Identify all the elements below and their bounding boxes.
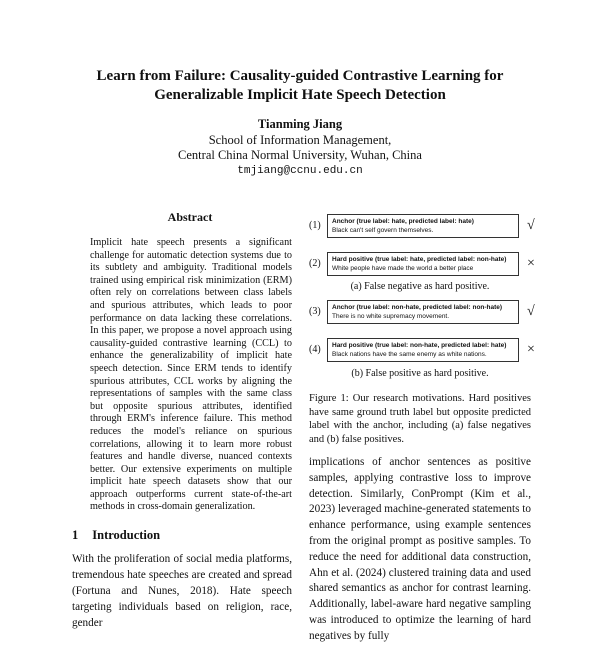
figure-example-4	[309, 338, 539, 368]
subcaption-b: (b) False positive as hard positive.	[351, 368, 489, 379]
example-label: (2)	[309, 258, 321, 269]
abstract-text: Implicit hate speech presents a significant challenge for automatic detection systems due to its subtlety and ambiguity. Traditional models trained using empirical risk minimization (ERM) often rely on correlations between class labels and spurious attributes, which leads to poor performance on data lacking these correlations. In this paper, we propose a novel approach using causality-guided contrastive learning (CCL) to enhance the generalizability of implicit hate speech detection. Since ERM tends to identify spurious attributes, CCL works by aligning the representations of samples with the same class but opposite spurious attributes, identified through ERM's inference failure. This method reduces the model's reliance on spurious correlations, allowing it to learn more robust features and handle diverse, nuanced contexts better. Our extensive experiments on multiple implicit hate speech datasets show that our approach outperforms current state-of-the-art methods in cross-domain generalization.	[90, 237, 292, 513]
section-number: 1	[72, 528, 79, 542]
intro-text: With the proliferation of social media platforms, tremendous hate speeches are created and spread (Fortuna and Nunes, 2018). Hate speech targeting individuals based on religion, race, gender	[72, 553, 292, 629]
subcaption-a: (a) False negative as hard positive.	[350, 281, 490, 292]
section-title: Introduction	[92, 528, 161, 542]
author-affiliation-2: Central China Normal University, Wuhan, China	[178, 148, 422, 162]
check-icon: √	[527, 218, 535, 233]
example-box	[327, 252, 519, 276]
author-block	[100, 117, 500, 179]
example-box	[327, 214, 519, 238]
cross-icon: ×	[527, 342, 535, 357]
example-label: (1)	[309, 220, 321, 231]
example-box	[327, 300, 519, 324]
figure-example-1	[309, 214, 539, 244]
right-column-text: implications of anchor sentences as positive samples, applying contrastive loss to improve detection. Similarly, ConPrompt (Kim et al., 2023) leveraged machine-generated statements to enhance performance, using example sentences from the original prompt as positive samples. To reduce the need for additional data construction, Ahn et al. (2024) clustered training data and used shared semantics as anchor for contrast learning. Additionally, label-aware hard negative sampling was introduced to optimize the learning of hard negatives by fully	[309, 456, 531, 642]
example-label: (4)	[309, 344, 321, 355]
author-email: tmjiang@ccnu.edu.cn	[237, 164, 363, 177]
author-affiliation-1: School of Information Management,	[208, 132, 392, 147]
example-label: (3)	[309, 306, 321, 317]
paper-title: Learn from Failure: Causality-guided Contrastive Learning for Generalizable Implicit Hate Speech Detection	[96, 68, 504, 103]
figure-example-2	[309, 252, 539, 282]
example-sentence: White people have made the world a better place	[332, 265, 474, 272]
example-sentence: There is no white supremacy movement.	[332, 313, 450, 320]
example-header: Hard positive (true label: hate, predicted label: non-hate)	[332, 256, 507, 263]
section-heading	[72, 528, 160, 543]
example-sentence: Black nations have the same enemy as white nations.	[332, 351, 487, 358]
cross-icon: ×	[527, 256, 535, 271]
example-header: Hard positive (true label: non-hate, predicted label: hate)	[332, 342, 507, 349]
example-header: Anchor (true label: non-hate, predicted label: non-hate)	[332, 304, 503, 311]
example-header: Anchor (true label: hate, predicted label: hate)	[332, 218, 474, 225]
figure-example-3	[309, 300, 539, 330]
author-name: Tianming Jiang	[257, 117, 343, 131]
example-sentence: Black can't self govern themselves.	[332, 227, 434, 234]
figure-caption: Figure 1: Our research motivations. Hard positives have same ground truth label but opposite predicted label with the anchor, including (a) false negatives and (b) false positives.	[309, 393, 531, 445]
check-icon: √	[527, 304, 535, 319]
example-box	[327, 338, 519, 362]
abstract-heading: Abstract	[167, 210, 213, 224]
